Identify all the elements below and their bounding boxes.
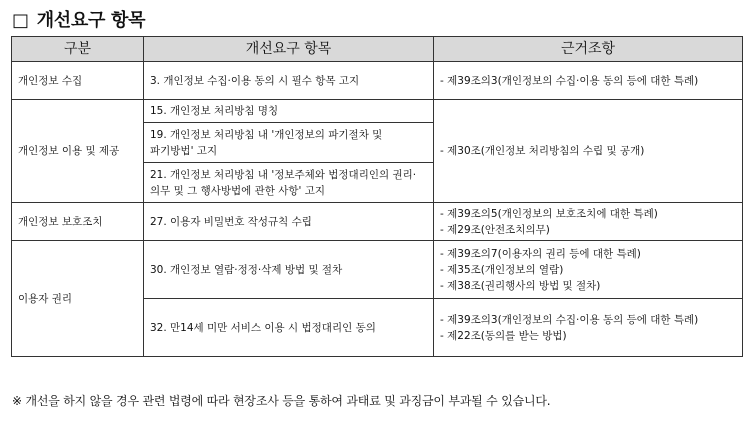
law-line: - 제39조의5(개인정보의 보호조치에 대한 특례) [440, 207, 658, 220]
table-row [12, 241, 743, 299]
header-category: 구분 [12, 37, 144, 62]
requirements-table [11, 36, 743, 357]
law-line: - 제29조(안전조치의무) [440, 223, 550, 236]
item-cell: 3. 개인정보 수집·이용 동의 시 필수 항목 고지 [144, 62, 434, 100]
header-law: 근거조항 [434, 37, 743, 62]
law-line: - 제38조(권리행사의 방법 및 절차) [440, 279, 601, 292]
item-cell: 32. 만14세 미만 서비스 이용 시 법정대리인 동의 [144, 299, 434, 357]
law-cell [434, 100, 743, 203]
category-cell: 개인정보 보호조치 [12, 203, 144, 241]
square-bullet-icon: □ [12, 10, 29, 31]
law-cell [434, 62, 743, 100]
law-line: - 제22조(동의를 받는 방법) [440, 329, 567, 342]
table-row [12, 203, 743, 241]
item-cell: 21. 개인정보 처리방침 내 '정보주체와 법정대리인의 권리·의무 및 그 행사방법에 관한 사항' 고지 [144, 163, 434, 203]
table-row [12, 62, 743, 100]
law-line: - 제35조(개인정보의 열람) [440, 263, 564, 276]
item-cell: 19. 개인정보 처리방침 내 '개인정보의 파기절차 및 파기방법' 고지 [144, 123, 434, 163]
header-item: 개선요구 항목 [144, 37, 434, 62]
law-cell [434, 241, 743, 299]
law-cell [434, 299, 743, 357]
section-title-text: 개선요구 항목 [36, 10, 146, 31]
law-line: - 제39조의3(개인정보의 수집·이용 동의 등에 대한 특례) [440, 74, 699, 87]
item-cell: 15. 개인정보 처리방침 명칭 [144, 100, 434, 123]
law-line: - 제30조(개인정보 처리방침의 수립 및 공개) [440, 145, 645, 157]
table-header-row [12, 37, 743, 62]
law-cell [434, 203, 743, 241]
law-line: - 제39조의7(이용자의 권리 등에 대한 특례) [440, 247, 641, 260]
item-cell: 30. 개인정보 열람·정정·삭제 방법 및 절차 [144, 241, 434, 299]
footnote: ※ 개선을 하지 않을 경우 관련 법령에 따라 현장조사 등을 통하여 과태료 및 과징금이 부과될 수 있습니다. [12, 394, 551, 408]
section-title [12, 6, 145, 32]
item-cell: 27. 이용자 비밀번호 작성규칙 수립 [144, 203, 434, 241]
category-cell: 개인정보 수집 [12, 62, 144, 100]
category-cell: 개인정보 이용 및 제공 [12, 100, 144, 203]
category-cell: 이용자 권리 [12, 241, 144, 357]
table-row [12, 100, 743, 123]
law-line: - 제39조의3(개인정보의 수집·이용 동의 등에 대한 특례) [440, 313, 699, 326]
